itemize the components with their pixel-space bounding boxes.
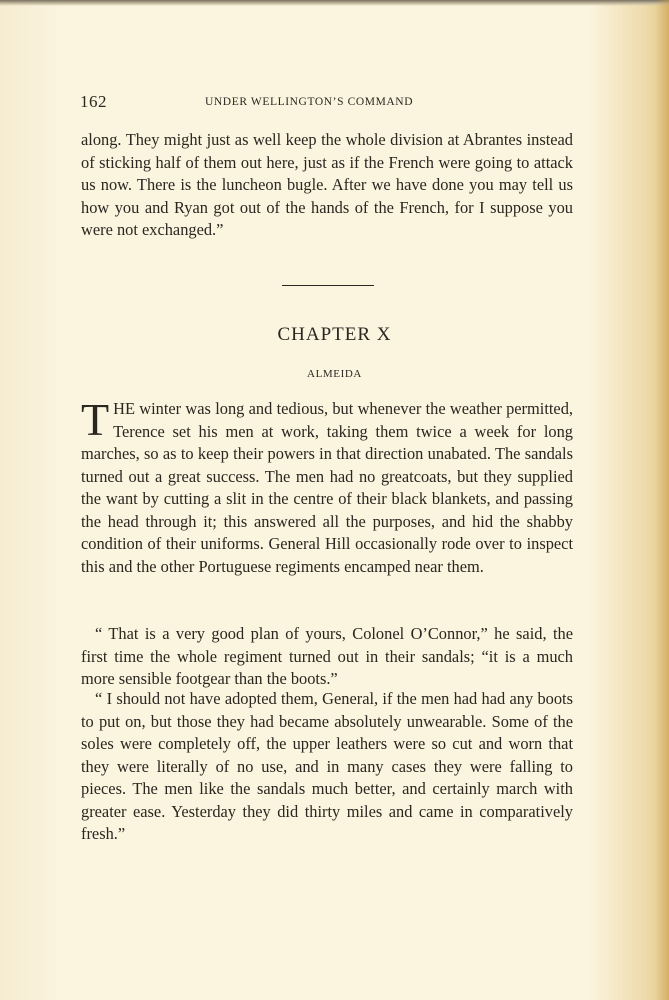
- dialogue-paragraph-colonel: “ I should not have adopted them, General, if the men had had any boots to put on, but those they had became absolutely unwearable. Some of the soles were completely off, the upper leathers were so cut and worn that they were literally of no use, and in many cases they were falling to pieces. The men like the sandals much better, and certainly march with greater ease. Yesterday they did thirty miles and came in comparatively fresh.”: [81, 689, 573, 843]
- running-head: [80, 92, 574, 114]
- section-divider-rule: [282, 285, 374, 286]
- paragraph-continued: along. They might just as well keep the whole division at Abrantes instead of sticking half of them out here, just as if the French were going to attack us now. There is the luncheon bugle. After we have done you may tell us how you and Ryan got out of the hands of the French, for I suppose you were not exchanged.”: [81, 130, 573, 239]
- drop-cap: T: [81, 394, 110, 445]
- chapter-subtitle: ALMEIDA: [307, 368, 362, 380]
- page-top-edge: [0, 0, 669, 6]
- page-number: 162: [80, 92, 107, 111]
- opening-paragraph-text: HE winter was long and tedious, but whenever the weather permitted, Terence set his men at work, taking them twice a week for long marches, so as to keep their powers in that direction unabated. The sandals turned out a great success. The men had no greatcoats, but they supplied the want by cutting a slit in the centre of their black blankets, and passing the head through it; this answered all the purposes, and hid the shabby condition of their uniforms. General Hill occasionally rode over to inspect this and the other Portuguese regiments encamped near them.: [81, 399, 573, 576]
- dialogue-paragraph-general: “ That is a very good plan of yours, Colonel O’Connor,” he said, the first time the whole regiment turned out in their sandals; “it is a much more sensible footgear than the boots.”: [81, 624, 573, 688]
- chapter-opening-paragraph: [81, 394, 573, 578]
- running-title: UNDER WELLINGTON’S COMMAND: [205, 96, 414, 108]
- chapter-heading: CHAPTER X: [277, 324, 392, 345]
